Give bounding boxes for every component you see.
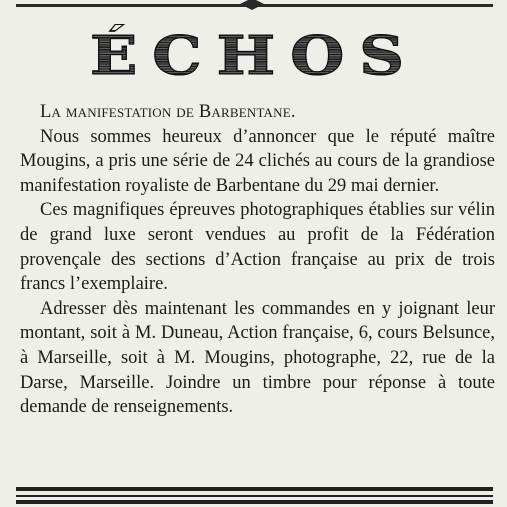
article-paragraph-3: Adresser dès maintenant les commandes en y joignant leur montant, soit à M. Duneau, Action française, 6, cours Belsunce, à Marseille, soit à M. Mougins, photographe, 22, rue de la Darse, Marseille. Joindre un timbre pour réponse à toute demande de renseignements. [20,298,495,418]
bottom-rule [16,495,493,497]
article-heading: La manifestation de Barbentane. [40,102,296,122]
article-paragraph-1: Nous sommes heureux d’annoncer que le réputé maître Mougins, a pris une série de 24 clichés au cours de la grandiose manifestation royaliste de Barbentane du 29 mai dernier. [20,126,495,196]
article-paragraph-2: Ces magnifiques épreuves photographiques établies sur vélin de grand luxe seront vendues au profit de la Fédération provençale des sections d’Action française au prix de trois francs l’exemplaire. [20,200,495,295]
section-title: ÉCHOS [16,30,493,82]
ornament-icon [240,0,264,10]
article-body [20,100,495,420]
bottom-rule [16,500,493,504]
bottom-rule [16,487,493,491]
